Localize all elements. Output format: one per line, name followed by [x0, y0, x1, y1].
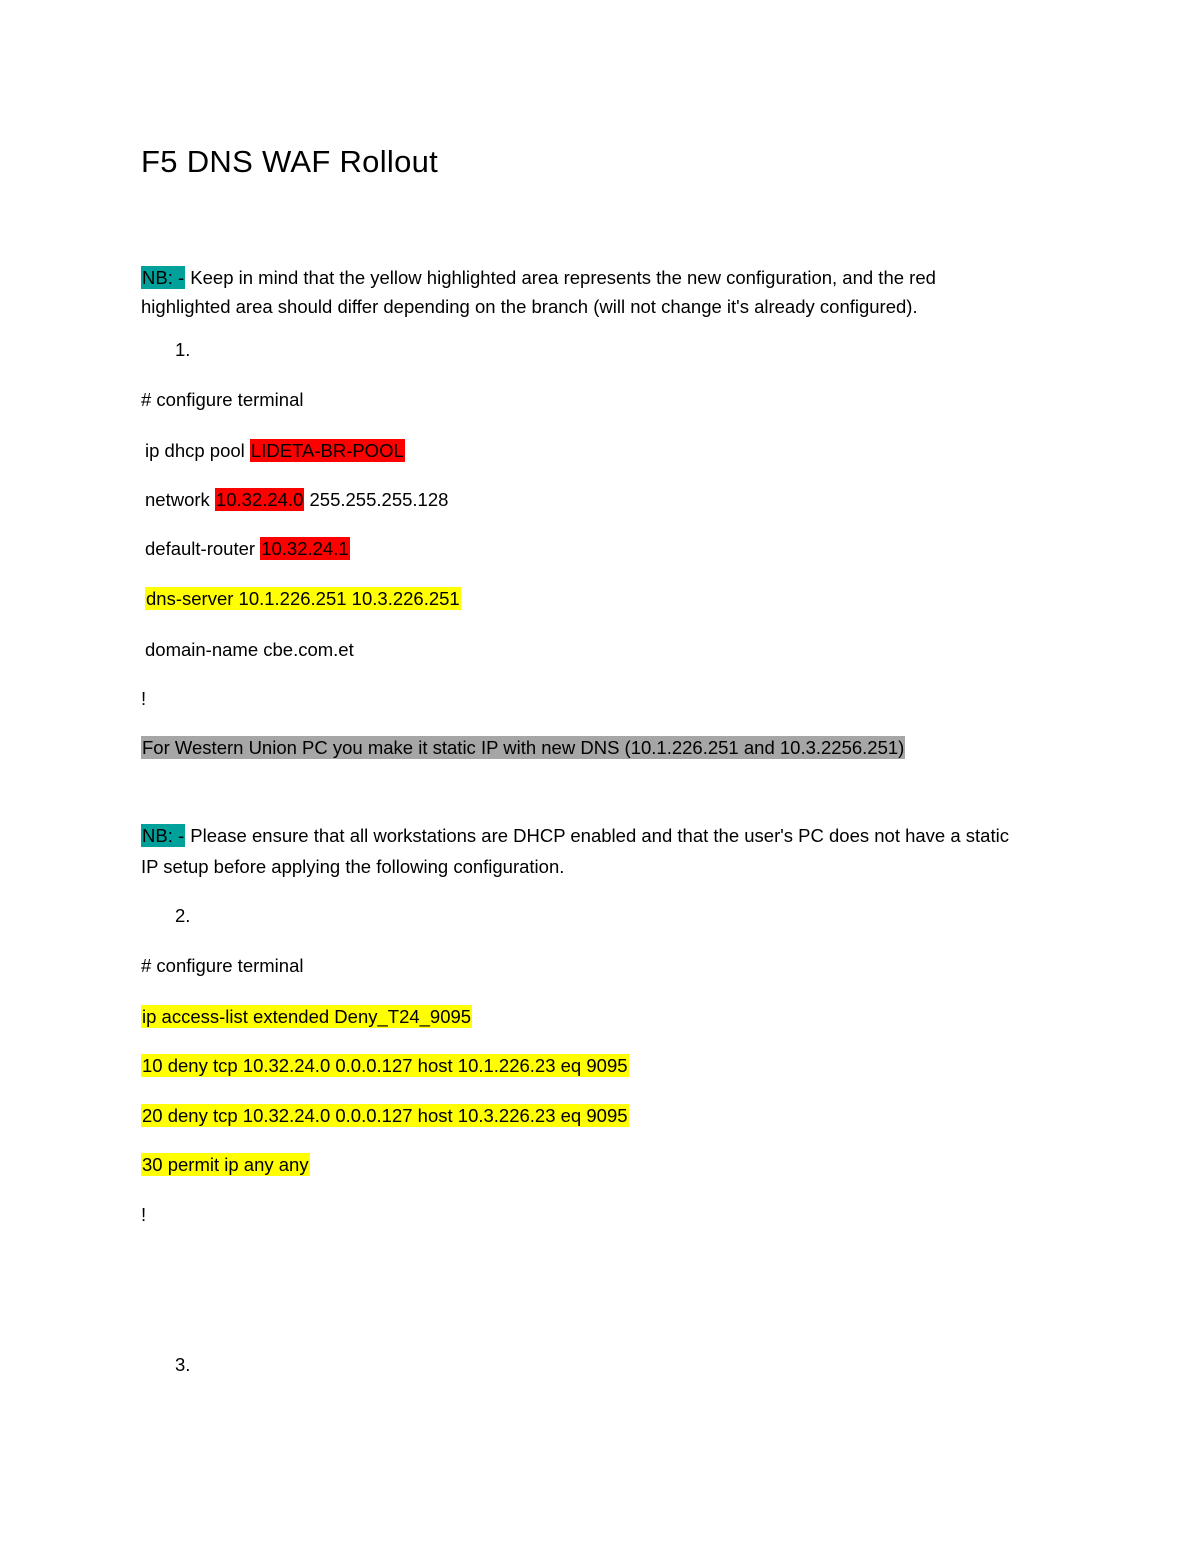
acl-rule-10: [141, 1053, 629, 1078]
dhcp-pool-name: LIDETA-BR-POOL: [250, 440, 404, 461]
nb-label: NB: -: [142, 825, 185, 846]
default-router-prefix: default-router: [145, 538, 261, 559]
step-2-number: 2.: [175, 905, 191, 926]
dns-server-text: dns-server 10.1.226.251 10.3.226.251: [146, 588, 460, 609]
document-title: F5 DNS WAF Rollout: [141, 144, 439, 179]
configure-terminal-2: # configure terminal: [141, 955, 304, 976]
configure-terminal-1: # configure terminal: [141, 389, 304, 410]
step-3-number: 3.: [175, 1354, 191, 1375]
western-union-line: [141, 735, 905, 760]
network-prefix: network: [145, 489, 215, 510]
acl-rule-20-text: 20 deny tcp 10.32.24.0 0.0.0.127 host 10.3.226.23 eq 9095: [142, 1105, 628, 1126]
note-2-text: Please ensure that all workstations are DHCP enabled and that the user's PC does not have a static: [185, 825, 1009, 846]
acl-name-text: ip access-list extended Deny_T24_9095: [142, 1006, 472, 1027]
network-mask: 255.255.255.128: [304, 489, 449, 510]
dhcp-pool-prefix: ip dhcp pool: [145, 440, 250, 461]
network-address: 10.32.24.0: [215, 489, 304, 510]
acl-name-line: [141, 1004, 472, 1029]
dhcp-pool-line: [145, 438, 405, 463]
domain-name-line: domain-name cbe.com.et: [145, 639, 354, 660]
acl-rule-30-text: 30 permit ip any any: [142, 1154, 309, 1175]
note-1-line-2: highlighted area should differ depending on the branch (will not change it's already configured).: [141, 296, 918, 317]
step-1-number: 1.: [175, 339, 191, 360]
dns-server-line: [145, 586, 461, 611]
acl-rule-20: [141, 1103, 629, 1128]
acl-rule-30: [141, 1152, 310, 1177]
note-1-line-1: [141, 265, 936, 290]
default-router-line: [145, 536, 350, 561]
config-end-1: !: [141, 688, 147, 709]
note-2-line-2: IP setup before applying the following configuration.: [141, 856, 565, 877]
acl-rule-10-text: 10 deny tcp 10.32.24.0 0.0.0.127 host 10.1.226.23 eq 9095: [142, 1055, 628, 1076]
config-end-2: !: [141, 1204, 147, 1225]
western-union-text: For Western Union PC you make it static IP with new DNS (10.1.226.251 and 10.3.2256.251): [142, 737, 905, 758]
nb-label: NB: -: [142, 267, 185, 288]
network-line: [145, 487, 448, 512]
default-router-address: 10.32.24.1: [261, 538, 349, 559]
note-1-text: Keep in mind that the yellow highlighted area represents the new configuration, and the red: [185, 267, 936, 288]
note-2-line-1: [141, 823, 1009, 848]
